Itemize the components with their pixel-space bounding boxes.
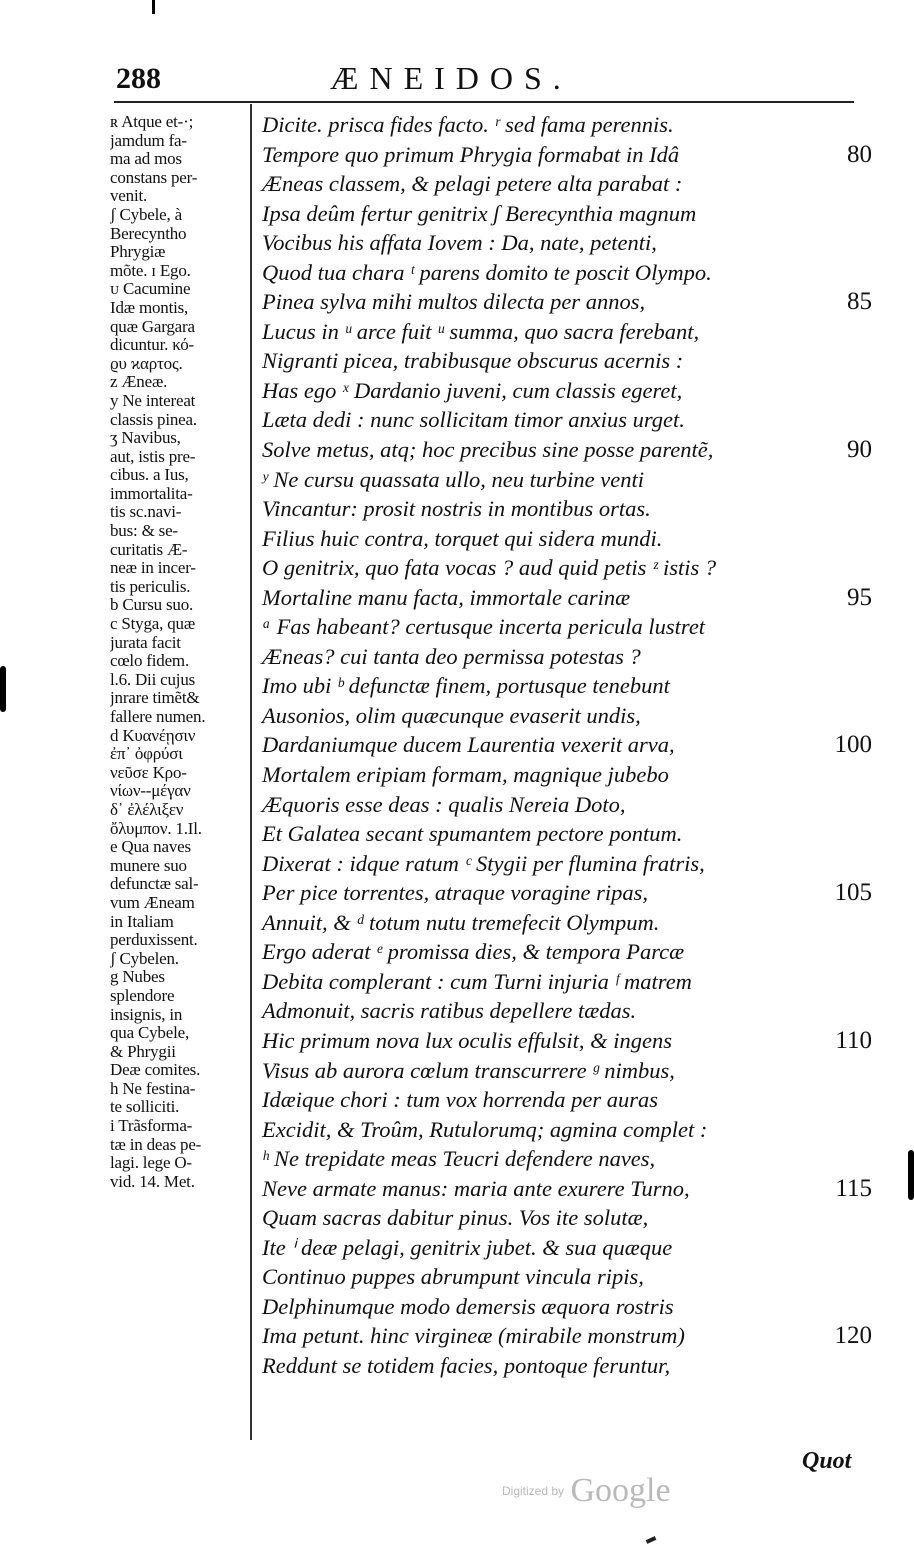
gloss-line: quæ Gargara bbox=[110, 317, 195, 336]
gloss-line: Idæ montis, bbox=[110, 298, 189, 317]
verse-line bbox=[262, 110, 872, 140]
verse-text: Hic primum nova lux oculis effulsit, & ingens bbox=[262, 1027, 672, 1053]
verse-line bbox=[262, 317, 872, 347]
verse-text: Solve metus, atq; hoc precibus sine posse parentẽ, bbox=[262, 437, 714, 463]
verse-text: Delphinumque modo demersis æquora rostris bbox=[262, 1293, 674, 1319]
gloss-line: fallere numen. bbox=[110, 708, 206, 726]
gloss-line: g Nubes bbox=[110, 968, 165, 987]
gloss-line: d Κυανέῃσιν bbox=[110, 726, 196, 745]
verse-text: Lucus in ᵘ arce fuit ᵘ summa, quo sacra ferebant, bbox=[262, 318, 700, 344]
verse-line bbox=[262, 1233, 872, 1263]
verse-line bbox=[262, 1351, 872, 1381]
verse-line bbox=[262, 1292, 872, 1322]
verse-text: ʸ Ne cursu quassata ullo, neu turbine venti bbox=[262, 466, 644, 492]
gloss-line: i Trãsforma- bbox=[110, 1117, 193, 1136]
verse-line bbox=[262, 1203, 872, 1233]
verse-text: Debita complerant : cum Turni injuria ᶠ matrem bbox=[262, 968, 692, 994]
ink-mark-top bbox=[152, 0, 155, 14]
gloss-line: ʃ Cybele, à bbox=[110, 205, 182, 224]
gloss-line: defunctæ sal- bbox=[110, 875, 199, 894]
line-number: 85 bbox=[847, 288, 872, 316]
verse-text: Et Galatea secant spumantem pectore pontum. bbox=[262, 821, 683, 847]
watermark-prefix: Digitized by bbox=[502, 1484, 565, 1498]
verse-line bbox=[262, 878, 872, 908]
verse-text: Vincantur: prosit nostris in montibus ortas. bbox=[262, 496, 651, 522]
line-number: 100 bbox=[834, 731, 872, 759]
verse-line bbox=[262, 553, 872, 583]
gloss-line: splendore bbox=[110, 986, 175, 1005]
verse-line bbox=[262, 612, 872, 642]
gloss-line: ἐπ᾽ ὀφρύσι bbox=[110, 745, 183, 764]
verse-text: Ergo aderat ᵉ promissa dies, & tempora Parcæ bbox=[262, 939, 685, 965]
verse-text: Quod tua chara ᵗ parens domito te poscit Olympo. bbox=[262, 259, 712, 285]
gloss-line: classis pinea. bbox=[110, 410, 197, 429]
column-divider bbox=[250, 104, 252, 1440]
line-number: 105 bbox=[834, 879, 872, 907]
line-number: 90 bbox=[847, 436, 872, 464]
verse-text: Æquoris esse deas : qualis Nereia Doto, bbox=[262, 791, 626, 817]
gloss-line: ʃ Cybelen. bbox=[110, 949, 179, 968]
running-title: ÆNEIDOS. bbox=[330, 60, 572, 96]
verse-text: Annuit, & ᵈ totum nutu tremefecit Olympum. bbox=[262, 909, 660, 935]
gloss-line: jnrare timẽt& bbox=[110, 689, 200, 708]
verse-line bbox=[262, 760, 872, 790]
verse-text: Continuo puppes abrumpunt vincula ripis, bbox=[262, 1264, 644, 1290]
gloss-line: l.6. Dii cujus bbox=[110, 670, 196, 689]
verse-text: Æneas classem, & pelagi petere alta parabat : bbox=[262, 171, 683, 197]
gloss-line: curitatis Æ- bbox=[110, 540, 188, 559]
gloss-line: insignis, in bbox=[110, 1005, 183, 1024]
verse-line bbox=[262, 1026, 872, 1056]
gloss-line: immortalita- bbox=[110, 484, 193, 503]
gloss-line: ʒ Navibus, bbox=[110, 429, 181, 448]
gloss-line: dicuntur. κό- bbox=[110, 336, 194, 355]
verse-line bbox=[262, 465, 872, 495]
verse-text: Æneas? cui tanta deo permissa potestas ? bbox=[262, 643, 641, 669]
watermark-brand: Google bbox=[570, 1472, 671, 1509]
verse-text: Ausonios, olim quæcunque evaserit undis, bbox=[262, 702, 641, 728]
marginal-gloss-column bbox=[110, 113, 250, 1191]
gloss-line: vum Æneam bbox=[110, 893, 195, 912]
google-watermark bbox=[502, 1472, 671, 1510]
verse-text: Idæique chori : tum vox horrenda per auras bbox=[262, 1087, 658, 1113]
verse-text: Pinea sylva mihi multos dilecta per annos, bbox=[262, 289, 646, 315]
verse-line bbox=[262, 819, 872, 849]
line-number: 120 bbox=[834, 1322, 872, 1350]
page-number: 288 bbox=[116, 62, 161, 95]
gloss-line: tis sc.navi- bbox=[110, 503, 182, 522]
verse-line bbox=[262, 258, 872, 288]
verse-text: Mortaline manu facta, immortale carinæ bbox=[262, 584, 631, 610]
verse-text: Dicite. prisca fides facto. ʳ sed fama perennis. bbox=[262, 112, 674, 137]
verse-line bbox=[262, 524, 872, 554]
verse-text: Visus ab aurora cœlum transcurrere ᵍ nimbus, bbox=[262, 1057, 675, 1083]
verse-text: Ima petunt. hinc virgineæ (mirabile monstrum) bbox=[262, 1323, 685, 1349]
gloss-line: munere suo bbox=[110, 856, 187, 875]
verse-line bbox=[262, 435, 872, 465]
gloss-line: c Styga, quæ bbox=[110, 615, 195, 634]
verse-line bbox=[262, 494, 872, 524]
gloss-line: cœlo fidem. bbox=[110, 652, 189, 671]
gloss-line: tæ in deas pe- bbox=[110, 1135, 202, 1154]
verse-text: ᵃ Fas habeant? certusque incerta pericula lustret bbox=[262, 614, 706, 640]
gloss-line: bus: & se- bbox=[110, 522, 178, 541]
gloss-line: h Ne festina- bbox=[110, 1079, 196, 1098]
gloss-line: jurata facit bbox=[110, 633, 181, 652]
gloss-line: constans per- bbox=[110, 168, 198, 187]
verse-line bbox=[262, 583, 872, 613]
verse-line bbox=[262, 287, 872, 317]
verse-line bbox=[262, 701, 872, 731]
verse-text: Nigranti picea, trabibusque obscurus acernis : bbox=[262, 348, 684, 374]
verse-line bbox=[262, 671, 872, 701]
header-rule bbox=[114, 101, 854, 103]
verse-text: Admonuit, sacris ratibus depellere tædas. bbox=[262, 998, 637, 1024]
verse-text: Mortalem eripiam formam, magnique jubebo bbox=[262, 762, 669, 788]
gloss-line: νίων--μέγαν bbox=[110, 782, 191, 801]
gloss-line: ᴜ Cacumine bbox=[110, 280, 191, 299]
verse-line bbox=[262, 169, 872, 199]
verse-text: Per pice torrentes, atraque voragine ripas, bbox=[262, 880, 648, 906]
verse-text: Tempore quo primum Phrygia formabat in Idâ bbox=[262, 141, 680, 167]
gloss-line: ʀ Atque et-·; bbox=[110, 113, 194, 131]
verse-line bbox=[262, 140, 872, 170]
verse-text: Læta dedi : nunc sollicitam timor anxius urget. bbox=[262, 407, 685, 433]
verse-line bbox=[262, 1262, 872, 1292]
gloss-line: ὄλυμπον. 1.Il. bbox=[110, 819, 202, 838]
verse-line bbox=[262, 346, 872, 376]
gloss-line: y Ne intereat bbox=[110, 391, 196, 410]
line-number: 115 bbox=[835, 1174, 872, 1202]
catchword: Quot bbox=[802, 1448, 852, 1474]
gloss-line: aut, istis pre- bbox=[110, 447, 196, 466]
gloss-line: venit. bbox=[110, 187, 148, 206]
verse-line bbox=[262, 730, 872, 760]
gloss-line: e Qua naves bbox=[110, 838, 191, 857]
gloss-line: Berecyntho bbox=[110, 224, 187, 243]
ink-mark-right bbox=[908, 1150, 914, 1200]
verse-line bbox=[262, 199, 872, 229]
verse-text: Has ego ˣ Dardanio juveni, cum classis egeret, bbox=[262, 377, 683, 403]
gloss-line: ma ad mos bbox=[110, 150, 182, 169]
ink-mark-bottom bbox=[646, 1536, 657, 1544]
gloss-line: ᴢ Æneæ. bbox=[110, 373, 168, 392]
verse-line bbox=[262, 1056, 872, 1086]
gloss-line: lagi. lege O- bbox=[110, 1154, 192, 1173]
gloss-line: perduxissent. bbox=[110, 931, 198, 950]
gloss-line: qua Cybele, bbox=[110, 1024, 189, 1043]
verse-text: Filius huic contra, torquet qui sidera mundi. bbox=[262, 525, 663, 551]
gloss-line: Deæ comites. bbox=[110, 1061, 201, 1080]
verse-text: Reddunt se totidem facies, pontoque feruntur, bbox=[262, 1352, 671, 1378]
binding-shadow-left bbox=[0, 666, 6, 712]
gloss-line: Phrygiæ bbox=[110, 243, 166, 262]
verse-text: Imo ubi ᵇ defunctæ finem, portusque tenebunt bbox=[262, 673, 670, 699]
verse-line bbox=[262, 908, 872, 938]
verse-line bbox=[262, 1174, 872, 1204]
verse-line bbox=[262, 376, 872, 406]
gloss-line: δ᾽ ἐλέλιξεν bbox=[110, 800, 184, 819]
gloss-line: jamdum fa- bbox=[110, 131, 187, 150]
verse-line bbox=[262, 228, 872, 258]
verse-text: Dardaniumque ducem Laurentia vexerit arva, bbox=[262, 732, 675, 758]
gloss-line: in Italiam bbox=[110, 912, 174, 931]
gloss-line: b Cursu suo. bbox=[110, 596, 194, 615]
verse-text: Quam sacras dabitur pinus. Vos ite solutæ, bbox=[262, 1205, 649, 1231]
line-number: 110 bbox=[835, 1026, 872, 1054]
verse-line bbox=[262, 1085, 872, 1115]
verse-text: Ite ⁱ deæ pelagi, genitrix jubet. & sua quæque bbox=[262, 1234, 673, 1260]
gloss-line: neæ in incer- bbox=[110, 559, 196, 578]
verse-column bbox=[262, 110, 872, 1381]
verse-text: Vocibus his affata Iovem : Da, nate, petenti, bbox=[262, 230, 657, 256]
verse-text: ʰ Ne trepidate meas Teucri defendere naves, bbox=[262, 1146, 656, 1172]
verse-line bbox=[262, 849, 872, 879]
verse-line bbox=[262, 405, 872, 435]
gloss-line: tis periculis. bbox=[110, 577, 191, 596]
line-number: 95 bbox=[847, 583, 872, 611]
gloss-line: cibus. a Ius, bbox=[110, 466, 189, 485]
gloss-line: mõte. ɪ Ego. bbox=[110, 261, 191, 280]
verse-text: Dixerat : idque ratum ᶜ Stygii per flumina fratris, bbox=[262, 850, 705, 876]
line-number: 80 bbox=[847, 140, 872, 168]
verse-text: Excidit, & Troûm, Rutulorumq; agmina complet : bbox=[262, 1116, 708, 1142]
gloss-line: te solliciti. bbox=[110, 1098, 180, 1117]
verse-text: Ipsa deûm fertur genitrix ʃ Berecynthia magnum bbox=[262, 200, 697, 226]
verse-line bbox=[262, 642, 872, 672]
verse-line bbox=[262, 1321, 872, 1351]
verse-text: Neve armate manus: maria ante exurere Turno, bbox=[262, 1175, 690, 1201]
verse-line bbox=[262, 1115, 872, 1145]
gloss-line: & Phrygii bbox=[110, 1042, 176, 1061]
verse-text: O genitrix, quo fata vocas ? aud quid petis ᶻ istis ? bbox=[262, 555, 717, 581]
verse-line bbox=[262, 1144, 872, 1174]
gloss-line: ϱυ ϰαρτος. bbox=[110, 354, 183, 373]
verse-line bbox=[262, 937, 872, 967]
gloss-line: νεῦσε Κρο- bbox=[110, 763, 187, 782]
verse-line bbox=[262, 967, 872, 997]
verse-line bbox=[262, 790, 872, 820]
verse-line bbox=[262, 996, 872, 1026]
gloss-line: vid. 14. Met. bbox=[110, 1172, 195, 1191]
